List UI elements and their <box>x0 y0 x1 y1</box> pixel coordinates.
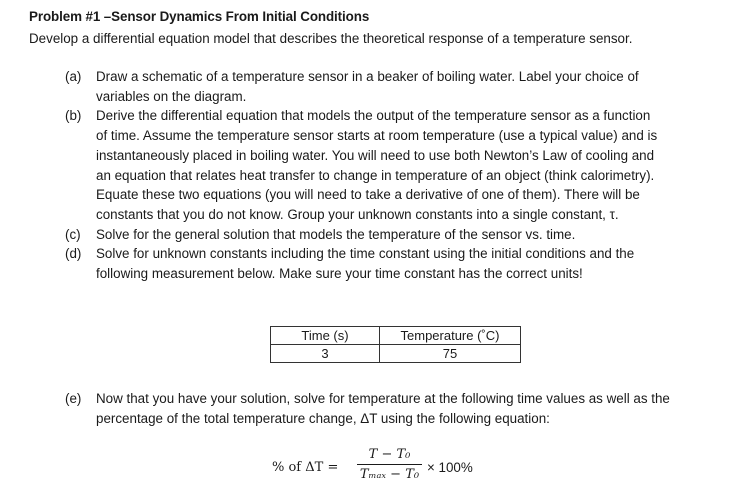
part-label: (a) <box>65 69 82 84</box>
equation-denominator: Tₘₐₓ − T₀ <box>359 467 420 482</box>
part-d <box>65 244 665 283</box>
part-a <box>65 67 665 106</box>
table-header-temperature: Temperature (˚C) <box>380 327 521 345</box>
part-label: (d) <box>65 246 82 262</box>
table-header-time: Time (s) <box>271 327 380 345</box>
problem-title: Problem #1 –Sensor Dynamics From Initial Conditions <box>29 9 370 24</box>
measurement-table <box>270 326 521 363</box>
problem-intro: Develop a differential equation model that describes the theoretical response of a temperature sensor. <box>29 31 633 46</box>
problem-parts-list <box>65 67 665 284</box>
part-text: Draw a schematic of a temperature sensor in a beaker of boiling water. Label your choice of variables on the diagram. <box>96 69 639 104</box>
part-b <box>65 106 665 224</box>
part-label: (b) <box>65 108 82 124</box>
part-text: Derive the differential equation that models the output of the temperature sensor as a function of time. Assume the temperature sensor starts at room temperature (use a typical value) and is instantaneously placed in boiling water. You will need to use both Newton’s Law of cooling and an equation that relates heat transfer to change in temperature of an object (think calorimetry). Equate these two equations (you will need to take a derivative of one of them). There will be constants that you do not know. Group your unknown constants into a single constant, τ. <box>96 108 658 222</box>
part-text: Now that you have your solution, solve for temperature at the following time values as well as the percentage of the total temperature change, ΔT using the following equation: <box>96 391 670 426</box>
equation-fraction <box>357 446 422 483</box>
part-text: Solve for the general solution that models the temperature of the sensor vs. time. <box>96 226 576 242</box>
part-e <box>65 389 696 428</box>
part-c <box>65 225 665 245</box>
equation-rhs: × 100% <box>427 460 473 475</box>
table-cell-time: 3 <box>271 345 380 363</box>
table-header-row <box>271 327 521 345</box>
part-text: Solve for unknown constants including the time constant using the initial conditions and the following measurement below. Make sure your time constant has the correct units! <box>96 246 635 282</box>
table-cell-temperature: 75 <box>380 345 521 363</box>
part-label: (c) <box>65 226 81 242</box>
equation-numerator: T − T₀ <box>368 447 411 462</box>
part-label: (e) <box>65 391 82 406</box>
equation-lhs: % of ΔT = <box>272 460 339 475</box>
table-row <box>271 345 521 363</box>
